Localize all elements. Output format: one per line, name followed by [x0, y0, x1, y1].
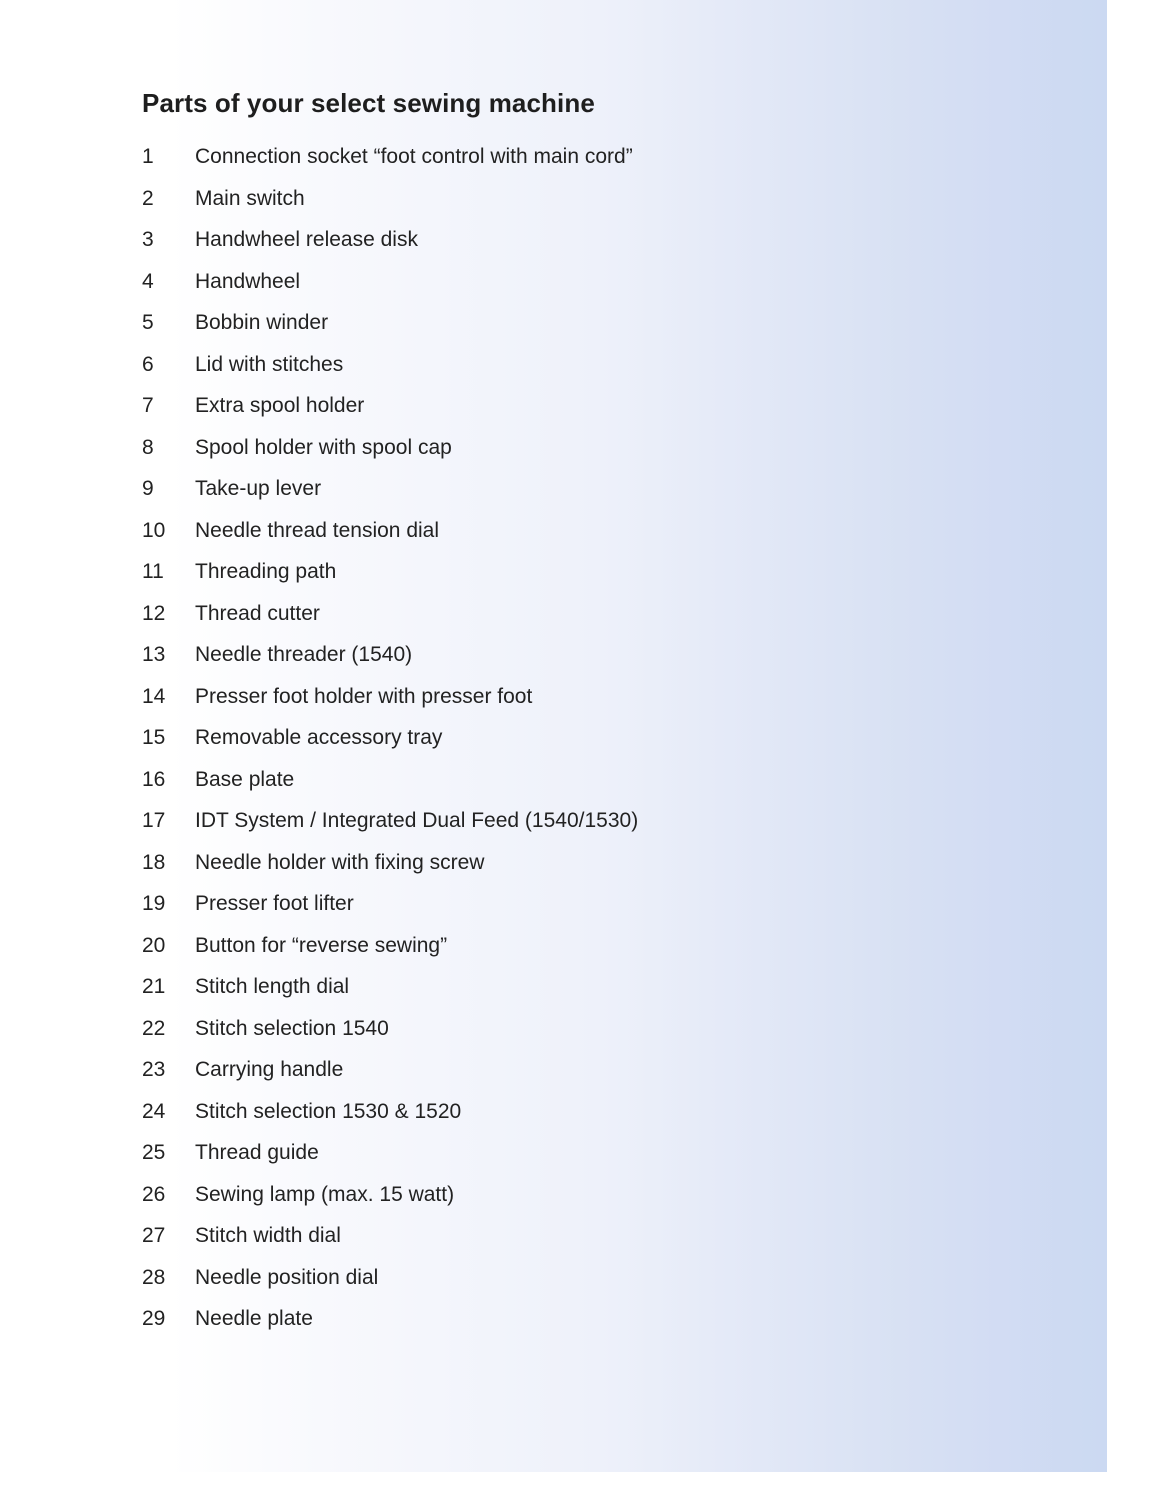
part-number: 27	[142, 1224, 166, 1248]
part-number: 26	[142, 1182, 166, 1206]
part-number: 11	[142, 560, 164, 584]
part-number: 19	[142, 892, 166, 916]
part-label: Handwheel release disk	[195, 228, 418, 252]
part-number: 22	[142, 1016, 166, 1040]
list-item	[142, 394, 638, 436]
part-label: Needle plate	[195, 1307, 313, 1331]
part-number: 7	[142, 394, 154, 418]
part-label: Main switch	[195, 186, 305, 210]
part-number: 13	[142, 643, 166, 667]
part-number: 16	[142, 767, 166, 791]
part-label: Needle threader (1540)	[195, 643, 413, 667]
list-item	[142, 851, 638, 893]
list-item	[142, 975, 638, 1017]
part-number: 6	[142, 352, 154, 376]
part-number: 15	[142, 726, 166, 750]
part-label: Connection socket “foot control with main cord”	[195, 145, 633, 168]
list-item	[142, 270, 638, 312]
list-item	[142, 1224, 638, 1266]
part-number: 9	[142, 477, 154, 501]
part-number: 1	[142, 145, 154, 168]
part-label: Bobbin winder	[195, 311, 329, 335]
part-number: 18	[142, 850, 166, 874]
part-label: Thread guide	[195, 1141, 319, 1165]
list-item	[142, 1183, 638, 1225]
part-number: 12	[142, 601, 166, 625]
part-number: 21	[142, 975, 166, 999]
part-label: Stitch length dial	[195, 975, 350, 999]
part-label: Needle thread tension dial	[195, 518, 440, 542]
list-item	[142, 685, 638, 727]
part-label: Take-up lever	[195, 477, 322, 501]
part-label: Button for “reverse sewing”	[195, 933, 448, 957]
part-label: Stitch width dial	[195, 1224, 341, 1248]
list-item	[142, 1141, 638, 1183]
part-number: 17	[142, 809, 166, 833]
list-item	[142, 560, 638, 602]
list-item	[142, 1017, 638, 1059]
list-item	[142, 477, 638, 519]
list-item	[142, 809, 638, 851]
list-item	[142, 519, 638, 561]
part-label: Presser foot holder with presser foot	[195, 684, 533, 708]
part-number: 8	[142, 435, 154, 459]
list-item	[142, 436, 638, 478]
part-number: 2	[142, 186, 154, 210]
list-item	[142, 726, 638, 768]
part-label: Needle position dial	[195, 1265, 379, 1289]
part-label: Removable accessory tray	[195, 726, 443, 750]
part-number: 24	[142, 1099, 166, 1123]
part-label: Spool holder with spool cap	[195, 435, 452, 459]
part-label: Thread cutter	[195, 601, 320, 625]
parts-list	[142, 145, 638, 1349]
part-label: Needle holder with fixing screw	[195, 850, 485, 874]
part-number: 29	[142, 1307, 166, 1331]
list-item	[142, 353, 638, 395]
part-number: 28	[142, 1265, 166, 1289]
part-label: Stitch selection 1540	[195, 1016, 389, 1040]
part-number: 25	[142, 1141, 166, 1165]
part-number: 10	[142, 518, 166, 542]
list-item	[142, 1058, 638, 1100]
part-label: Presser foot lifter	[195, 892, 354, 916]
part-number: 4	[142, 269, 154, 293]
list-item	[142, 643, 638, 685]
list-item	[142, 1100, 638, 1142]
part-label: Carrying handle	[195, 1058, 344, 1082]
list-item	[142, 768, 638, 810]
list-item	[142, 187, 638, 229]
list-item	[142, 1266, 638, 1308]
list-item	[142, 1307, 638, 1349]
part-label: Stitch selection 1530 & 1520	[195, 1099, 462, 1123]
part-number: 3	[142, 228, 154, 252]
part-label: Lid with stitches	[195, 352, 344, 376]
part-label: Extra spool holder	[195, 394, 365, 418]
part-label: Threading path	[195, 560, 337, 584]
list-item	[142, 311, 638, 353]
part-label: IDT System / Integrated Dual Feed (1540/1530)	[195, 809, 639, 833]
list-item	[142, 892, 638, 934]
page-title: Parts of your select sewing machine	[142, 88, 595, 118]
part-number: 20	[142, 933, 166, 957]
part-number: 5	[142, 311, 154, 335]
list-item	[142, 934, 638, 976]
list-item	[142, 228, 638, 270]
list-item	[142, 145, 638, 187]
part-number: 14	[142, 684, 166, 708]
part-label: Base plate	[195, 767, 295, 791]
part-number: 23	[142, 1058, 166, 1082]
part-label: Handwheel	[195, 269, 301, 293]
part-label: Sewing lamp (max. 15 watt)	[195, 1182, 455, 1206]
list-item	[142, 602, 638, 644]
